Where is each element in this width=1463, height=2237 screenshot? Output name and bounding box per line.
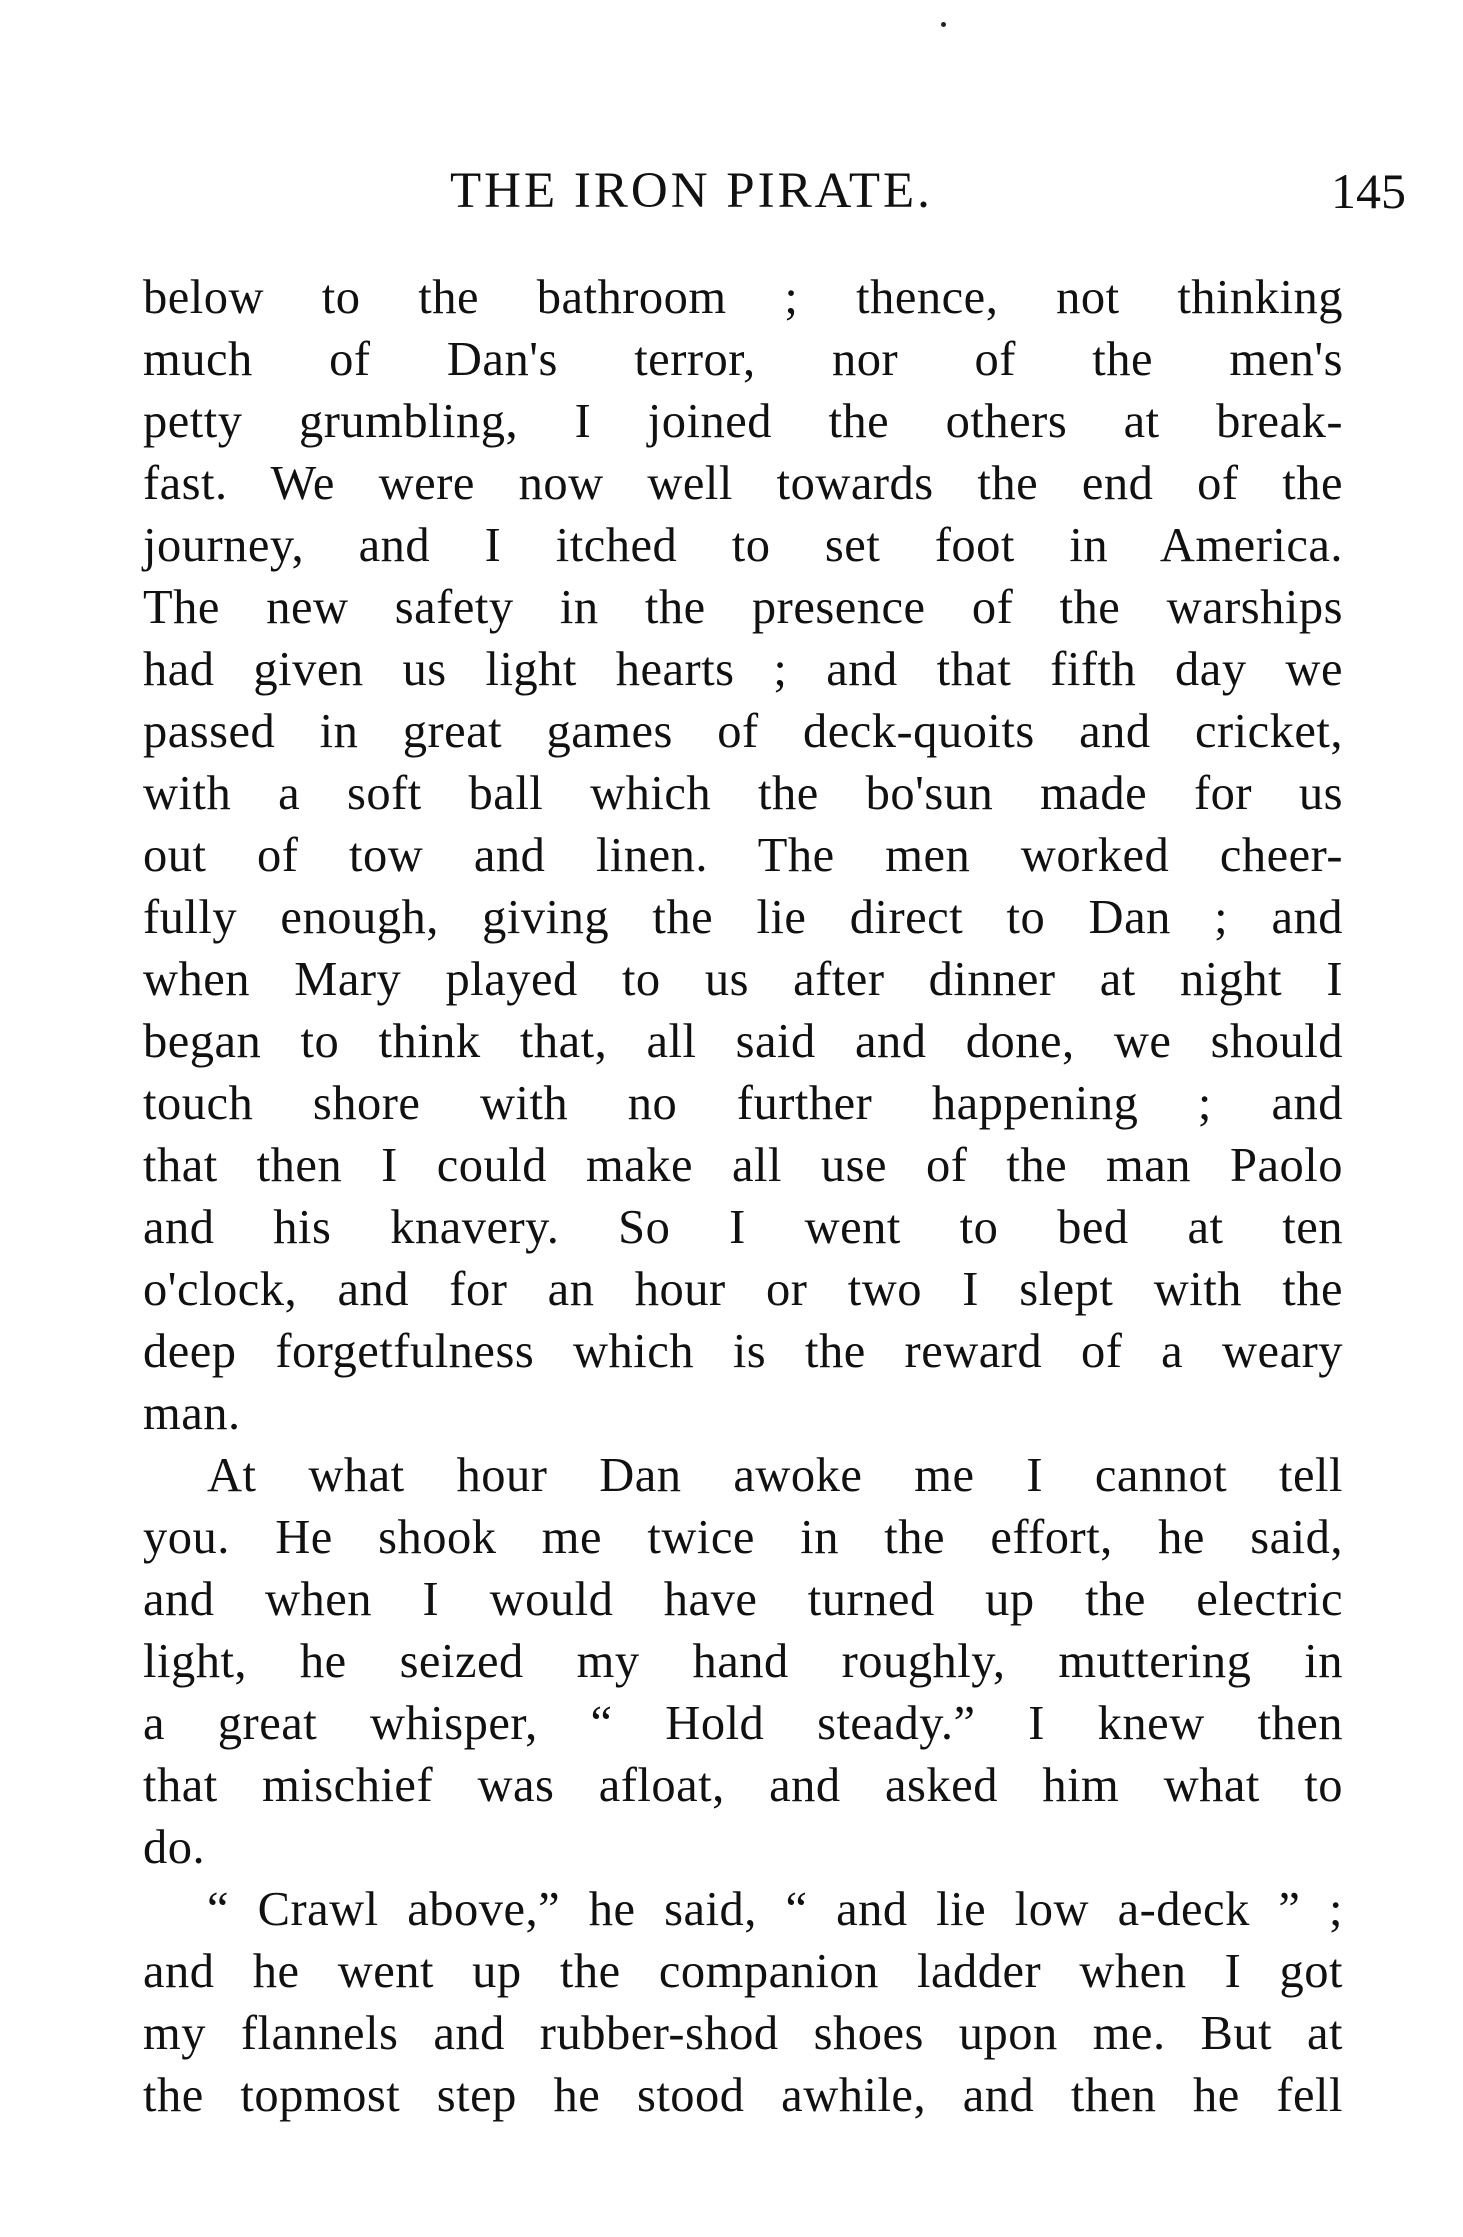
- paragraph: [143, 267, 1343, 1445]
- text-line: touch shore with no further happening ; and: [143, 1077, 1343, 1130]
- text-line: light, he seized my hand roughly, muttering in: [143, 1635, 1343, 1688]
- text-line: had given us light hearts ; and that fifth day we: [143, 643, 1343, 696]
- text-line: much of Dan's terror, nor of the men's: [143, 333, 1343, 386]
- text-line: that mischief was afloat, and asked him what to: [143, 1759, 1343, 1812]
- text-line: At what hour Dan awoke me I cannot tell: [207, 1449, 1343, 1502]
- text-line: do.: [143, 1821, 206, 1874]
- text-line: that then I could make all use of the man Paolo: [143, 1139, 1343, 1192]
- paragraph: [143, 1879, 1343, 2127]
- text-line: and he went up the companion ladder when I got: [143, 1945, 1343, 1998]
- text-line: the topmost step he stood awhile, and then he fell: [143, 2069, 1343, 2122]
- text-line: fully enough, giving the lie direct to Dan ; and: [143, 891, 1343, 944]
- text-line: and his knavery. So I went to bed at ten: [143, 1201, 1343, 1254]
- body-text: [143, 267, 1343, 2127]
- text-line: began to think that, all said and done, we should: [143, 1015, 1343, 1068]
- running-title: THE IRON PIRATE.: [450, 163, 933, 219]
- text-line: and when I would have turned up the electric: [143, 1573, 1343, 1626]
- text-line: fast. We were now well towards the end of the: [143, 457, 1343, 510]
- text-line: my flannels and rubber-shod shoes upon me. But at: [143, 2007, 1343, 2060]
- text-line: o'clock, and for an hour or two I slept with the: [143, 1263, 1343, 1316]
- text-line: below to the bathroom ; thence, not thinking: [143, 271, 1343, 324]
- page-number: 145: [1331, 163, 1406, 219]
- text-line: out of tow and linen. The men worked cheer-: [143, 829, 1343, 882]
- text-line: with a soft ball which the bo'sun made for us: [143, 767, 1343, 820]
- ink-speck: [941, 22, 946, 27]
- text-line: when Mary played to us after dinner at night I: [143, 953, 1343, 1006]
- paragraph: [143, 1445, 1343, 1879]
- text-line: passed in great games of deck-quoits and cricket,: [143, 705, 1343, 758]
- text-line: The new safety in the presence of the warships: [143, 581, 1343, 634]
- text-line: journey, and I itched to set foot in America.: [143, 519, 1343, 572]
- running-head: [450, 156, 1406, 226]
- text-line: you. He shook me twice in the effort, he said,: [143, 1511, 1343, 1564]
- text-line: a great whisper, “ Hold steady.” I knew then: [143, 1697, 1343, 1750]
- text-line: man.: [143, 1387, 241, 1440]
- text-line: “ Crawl above,” he said, “ and lie low a-deck ” ;: [207, 1883, 1343, 1936]
- text-line: petty grumbling, I joined the others at break-: [143, 395, 1343, 448]
- text-line: deep forgetfulness which is the reward of a weary: [143, 1325, 1343, 1378]
